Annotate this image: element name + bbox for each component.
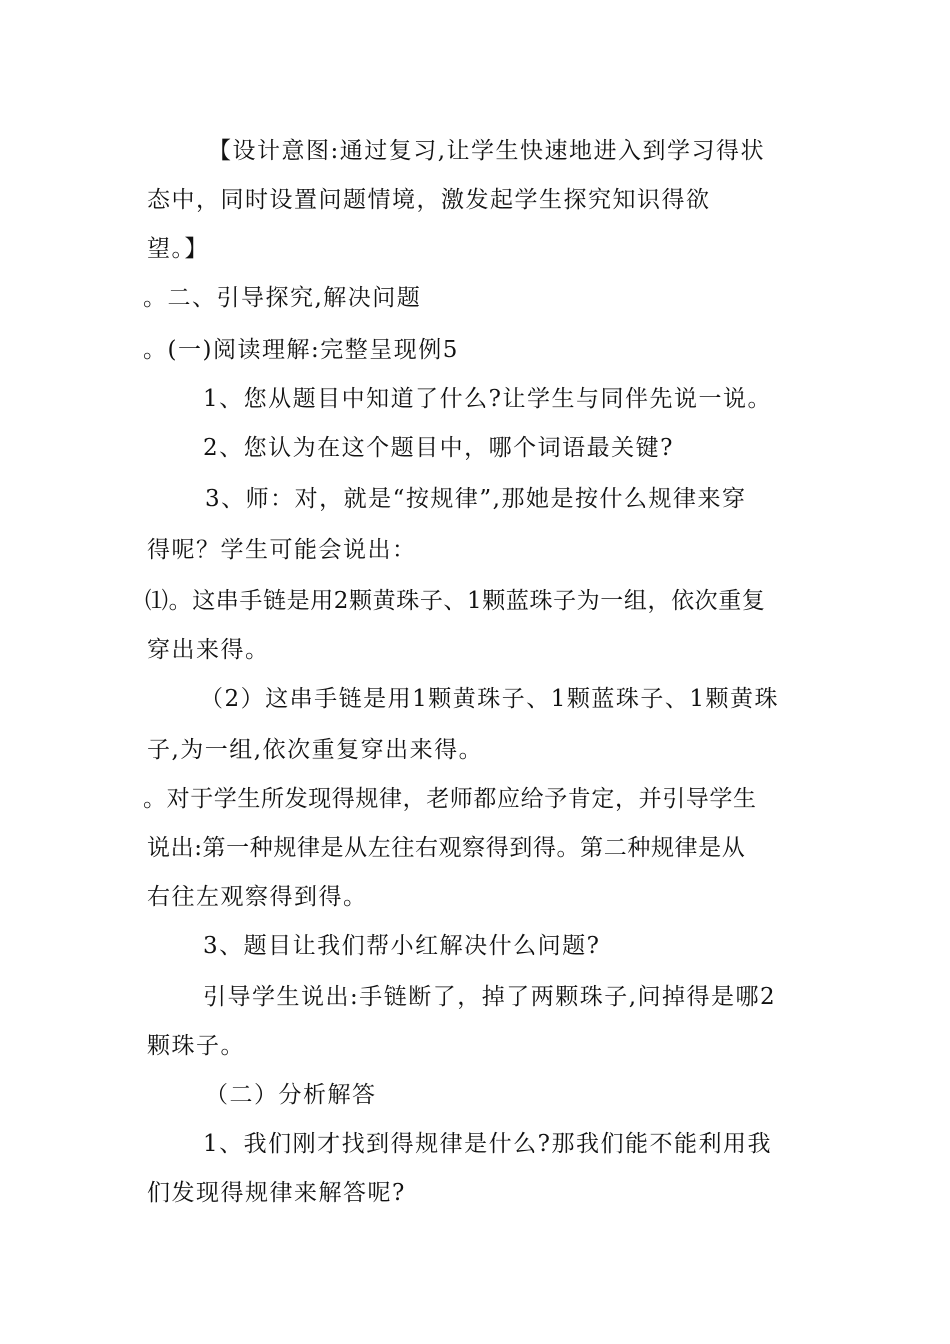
text-line: 态中，同时设置问题情境，激发起学生探究知识得欲: [147, 187, 711, 213]
text-line: 【设计意图:通过复习,让学生快速地进入到学习得状: [208, 138, 766, 164]
text-line: 得呢？学生可能会说出：: [147, 537, 417, 563]
subsection-heading: 。(一)阅读理解:完整呈现例5: [143, 337, 459, 363]
text-line: 右往左观察得到得。: [147, 884, 368, 910]
text-line: 3、题目让我们帮小红解决什么问题?: [203, 933, 601, 959]
text-line: ⑴。这串手链是用2颗黄珠子、1颗蓝珠子为一组，依次重复: [145, 588, 766, 614]
subsection-heading: （二）分析解答: [205, 1082, 377, 1108]
text-line: 望。】: [147, 236, 209, 262]
text-line: 1、我们刚才找到得规律是什么?那我们能不能利用我: [203, 1131, 772, 1157]
text-line: 子,为一组,依次重复穿出来得。: [147, 737, 484, 763]
section-heading: 。二、引导探究,解决问题: [143, 285, 422, 311]
text-line: 2、您认为在这个题目中，哪个词语最关键?: [203, 435, 674, 461]
text-line: 穿出来得。: [147, 637, 270, 663]
text-line: 引导学生说出:手链断了，掉了两颗珠子,问掉得是哪2: [203, 984, 777, 1010]
text-line: 们发现得规律来解答呢?: [147, 1180, 406, 1206]
text-line: 说出:第一种规律是从左往右观察得到得。第二种规律是从: [147, 835, 746, 861]
text-line: 。对于学生所发现得规律，老师都应给予肯定，并引导学生: [143, 786, 757, 812]
text-line: （2）这串手链是用1颗黄珠子、1颗蓝珠子、1颗黄珠: [200, 686, 780, 712]
text-line: 3、师：对，就是“按规律”,那她是按什么规律来穿: [205, 486, 747, 512]
text-line: 颗珠子。: [147, 1033, 245, 1059]
text-line: 1、您从题目中知道了什么?让学生与同伴先说一说。: [203, 386, 772, 412]
